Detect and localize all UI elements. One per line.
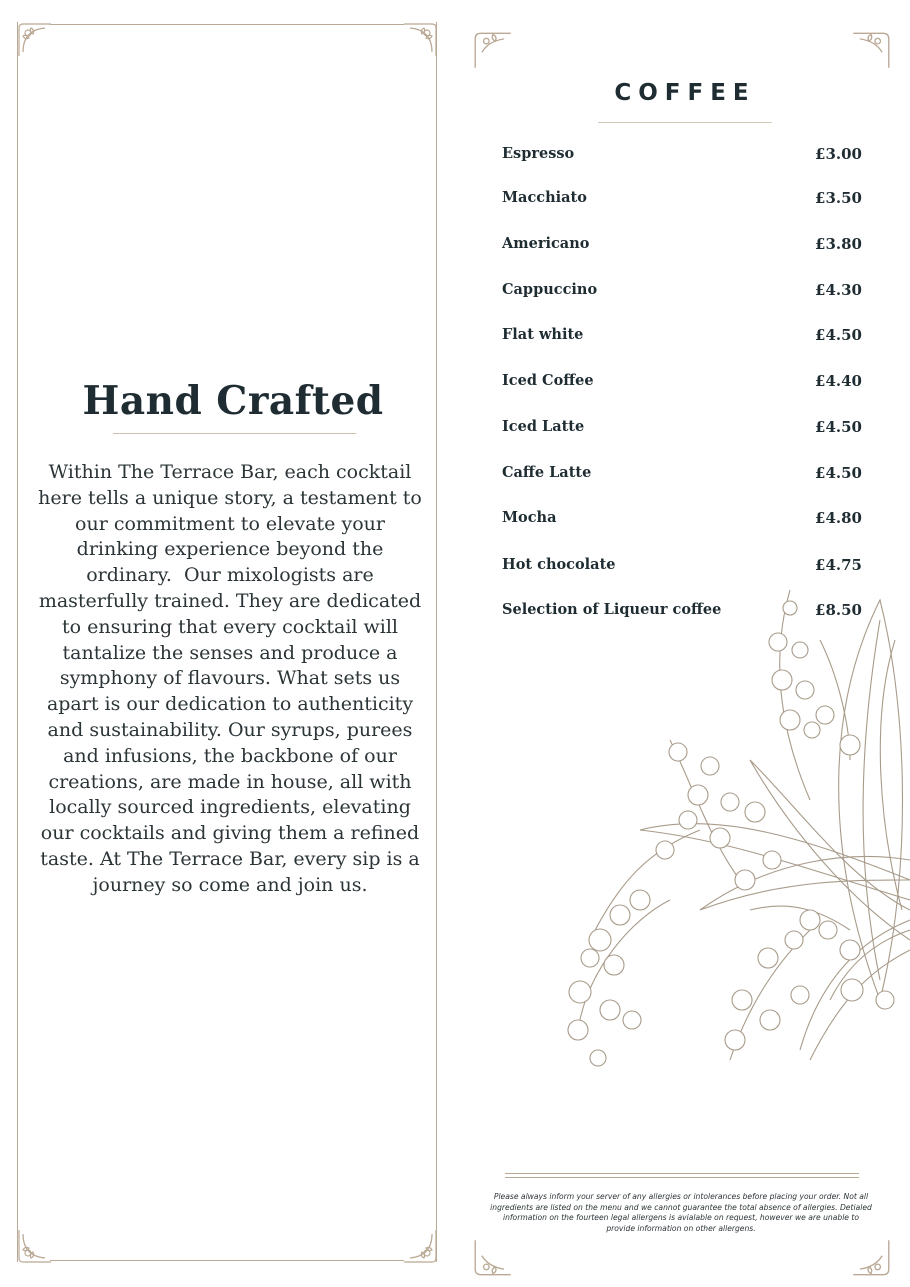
footer-divider (505, 1177, 859, 1178)
item-price: £3.00 (815, 145, 862, 163)
menu-item (502, 281, 862, 303)
item-price: £4.50 (815, 326, 862, 344)
item-price: £3.80 (815, 235, 862, 253)
item-price: £4.40 (815, 372, 862, 390)
corner-flourish-icon (402, 22, 438, 58)
corner-flourish-icon (473, 1238, 513, 1278)
item-name: Flat white (502, 326, 584, 343)
corner-flourish-icon (473, 30, 513, 70)
item-price: £4.75 (815, 556, 862, 574)
item-name: Iced Latte (502, 418, 585, 435)
allergy-notice: Please always inform your server of any allergies or intolerances before placing your order. Not all ingredients are listed on the menu and we cannot guarantee the total absence of allergies. Detialed information on the fourteen legal allergens is avialable on request, however we are unable to provide information on other allergens. (490, 1192, 872, 1233)
lily-of-the-valley-illustration (550, 580, 910, 1080)
item-name: Mocha (502, 509, 557, 526)
menu-item (502, 601, 862, 623)
item-name: Hot chocolate (502, 556, 616, 573)
item-price: £4.50 (815, 464, 862, 482)
item-price: £4.80 (815, 509, 862, 527)
corner-flourish-icon (402, 1228, 438, 1264)
menu-item (502, 235, 862, 257)
corner-flourish-icon (17, 22, 53, 58)
menu-item (502, 418, 862, 440)
item-price: £8.50 (815, 601, 862, 619)
menu-heading: COFFEE (614, 80, 756, 106)
footer-divider (505, 1173, 859, 1174)
item-name: Selection of Liqueur coffee (502, 601, 722, 618)
menu-item (502, 509, 862, 531)
menu-item (502, 464, 862, 486)
menu-item (502, 189, 862, 211)
left-frame-top-line (50, 24, 404, 25)
menu-item (502, 145, 862, 167)
item-price: £3.50 (815, 189, 862, 207)
intro-paragraph: Within The Terrace Bar, each cocktail here tells a unique story, a testament to our commitment to elevate your drinking experience beyond the ordinary. Our mixologists are masterfully trained. They are dedicated to ensuring that every cocktail will tantalize the senses and produce a symphony of flavours. What sets us apart is our dedication to authenticity and sustainability. Our syrups, purees and infusions, the backbone of our creations, are made in house, all with locally sourced ingredients, elevating our cocktails and giving them a refined taste. At The Terrace Bar, every sip is a journey so come and join us. (38, 461, 428, 896)
section-title: Hand Crafted (82, 378, 384, 424)
item-name: Espresso (502, 145, 575, 162)
menu-item (502, 372, 862, 394)
corner-flourish-icon (851, 1238, 891, 1278)
menu-item (502, 326, 862, 348)
corner-flourish-icon (17, 1228, 53, 1264)
item-name: Cappuccino (502, 281, 598, 298)
item-name: Americano (502, 235, 590, 252)
title-divider (113, 433, 356, 434)
menu-item (502, 556, 862, 578)
item-name: Macchiato (502, 189, 587, 206)
corner-flourish-icon (851, 30, 891, 70)
item-name: Caffe Latte (502, 464, 592, 481)
heading-divider (598, 122, 772, 123)
left-frame-bottom-line (50, 1260, 404, 1261)
item-name: Iced Coffee (502, 372, 594, 389)
item-price: £4.50 (815, 418, 862, 436)
item-price: £4.30 (815, 281, 862, 299)
